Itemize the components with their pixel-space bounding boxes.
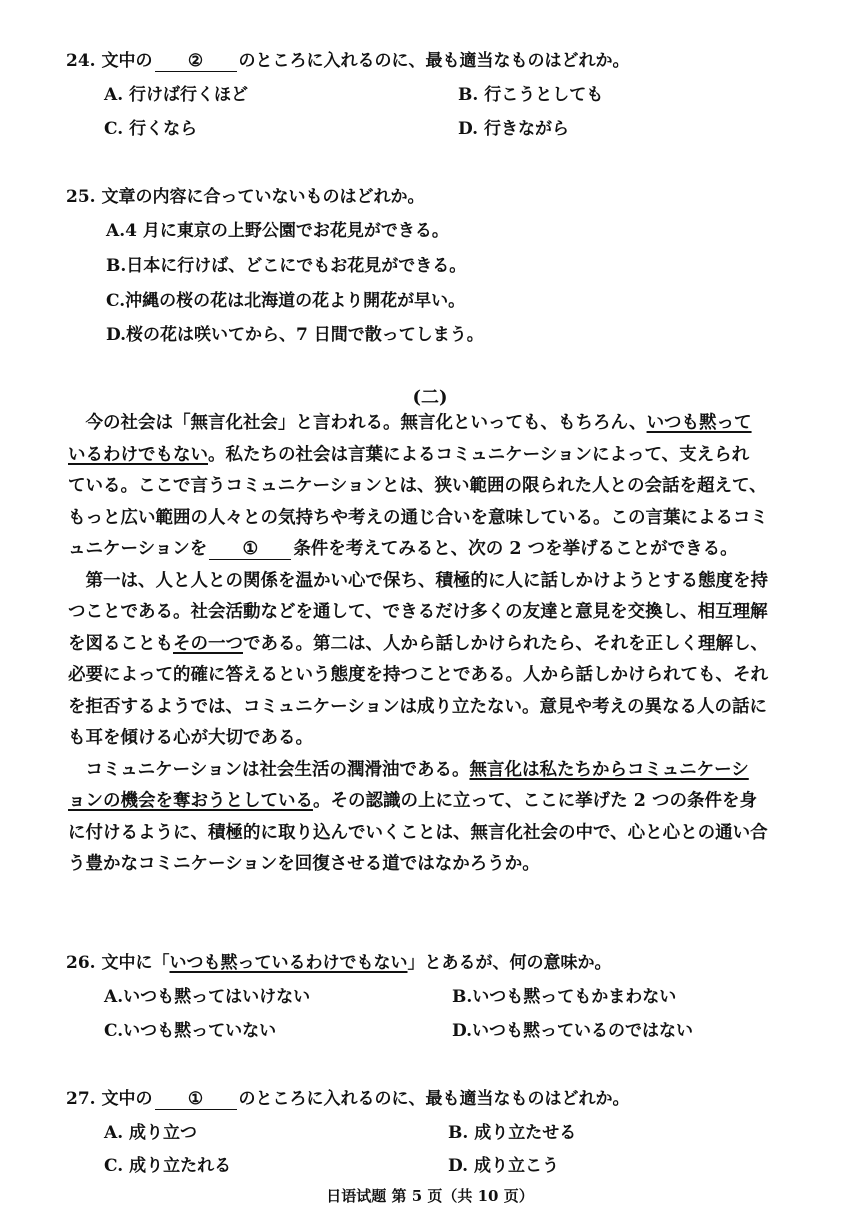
question-number: 25.	[66, 187, 96, 207]
text-run: 。その認識の上に立って、ここに挙げた 2 つの条件を身	[313, 791, 758, 811]
question-prefix: 文中に「	[101, 953, 170, 973]
text-run: 今の社会は「無言化社会」と言われる。無言化といっても、もちろん、	[68, 413, 647, 433]
passage-line: もっと広い範囲の人々との気持ちや考えの通じ合いを意味している。この言葉によるコミ	[68, 507, 768, 528]
answer-blank: ①	[155, 1090, 237, 1110]
passage-line: つことである。社会活動などを通して、できるだけ多くの友達と意見を交換し、相互理解	[68, 602, 768, 622]
option-d: D. 成り立こう	[448, 1156, 559, 1176]
question-prefix: 文中の	[101, 51, 153, 71]
passage-line: を拒否するようでは、コミュニケーションは成り立たない。意見や考えの異なる人の話に	[68, 696, 767, 717]
answer-blank: ②	[155, 52, 237, 72]
answer-blank: ①	[209, 540, 291, 560]
text-run: コミュニケーションは社会生活の潤滑油である。	[68, 759, 470, 780]
option-b: B.日本に行けば、どこにでもお花見ができる。	[106, 256, 467, 276]
question-suffix: のところに入れるのに、最も適当なものはどれか。	[238, 1089, 630, 1109]
question-26	[66, 948, 612, 973]
option-c: C.沖縄の桜の花は北海道の花より開花が早い。	[106, 291, 466, 311]
question-25	[66, 182, 425, 207]
passage-line	[68, 408, 850, 440]
page-footer: 日语试题 第 5 页（共 10 页）	[326, 1187, 534, 1205]
passage-line: 必要によって的確に答えるという態度を持つことである。人から話しかけられても、それ	[68, 665, 768, 685]
passage-line	[68, 629, 850, 661]
question-text: 文章の内容に合っていないものはどれか。	[101, 187, 425, 207]
question-27	[66, 1084, 630, 1110]
option-c: C.いつも黙っていない	[104, 1021, 277, 1041]
passage-line	[68, 755, 850, 787]
option-a: A.4 月に東京の上野公園でお花見ができる。	[106, 221, 449, 241]
passage-line: 第一は、人と人との関係を温かい心で保ち、積極的に人に話しかけようとする態度を持	[68, 570, 768, 591]
passage-line: も耳を傾ける心が大切である。	[68, 728, 313, 748]
section-title: (二)	[412, 387, 448, 408]
text-run: である。第二は、人から話しかけられたら、それを正しく理解し、	[243, 633, 768, 654]
reading-passage	[68, 408, 850, 881]
passage-line: う豊かなコミニケーションを回復させる道ではなかろうか。	[68, 854, 540, 874]
question-number: 26.	[66, 953, 96, 973]
text-run: ュニケーションを	[68, 539, 208, 559]
text-run: 。私たちの社会は言葉によるコミュニケーションによって、支えられ	[208, 444, 750, 465]
quoted-phrase: いつも黙っているわけでもない	[169, 953, 408, 973]
underlined-phrase: いつも黙って	[646, 413, 752, 433]
passage-line: に付けるように、積極的に取り込んでいくことは、無言化社会の中で、心と心との通い合	[68, 822, 768, 843]
passage-line: ている。ここで言うコミュニケーションとは、狭い範囲の限られた人との会話を超えて、	[68, 476, 767, 496]
underlined-phrase: 無言化は私たちからコミュニケーシ	[469, 759, 749, 780]
option-a: A. 成り立つ	[104, 1123, 198, 1143]
option-d: D.いつも黙っているのではない	[452, 1021, 694, 1041]
option-d: D.桜の花は咲いてから、7 日間で散ってしまう。	[106, 325, 484, 345]
passage-line	[68, 440, 850, 472]
passage-line	[68, 534, 850, 566]
question-number: 27.	[66, 1089, 96, 1109]
option-b: B.いつも黙ってもかまわない	[452, 987, 677, 1007]
question-24	[66, 46, 630, 72]
passage-line	[68, 786, 850, 818]
underlined-phrase: ョンの機会を奪おうとしている	[68, 791, 313, 811]
text-run: を図ることも	[68, 633, 173, 654]
question-number: 24.	[66, 51, 96, 71]
option-a: A. 行けば行くほど	[104, 85, 249, 105]
text-run: 条件を考えてみると、次の 2 つを挙げることができる。	[293, 539, 738, 559]
option-b: B. 成り立たせる	[448, 1123, 577, 1143]
option-a: A.いつも黙ってはいけない	[104, 987, 311, 1007]
option-c: C. 行くなら	[104, 119, 198, 139]
underlined-phrase: いるわけでもない	[68, 444, 208, 465]
option-d: D. 行きながら	[458, 119, 569, 139]
option-c: C. 成り立たれる	[104, 1156, 232, 1176]
question-prefix: 文中の	[101, 1089, 153, 1109]
question-suffix: のところに入れるのに、最も適当なものはどれか。	[238, 51, 630, 71]
underlined-phrase: その一つ	[173, 633, 243, 654]
question-suffix: 」とあるが、何の意味か。	[407, 953, 612, 973]
option-b: B. 行こうとしても	[458, 85, 604, 105]
